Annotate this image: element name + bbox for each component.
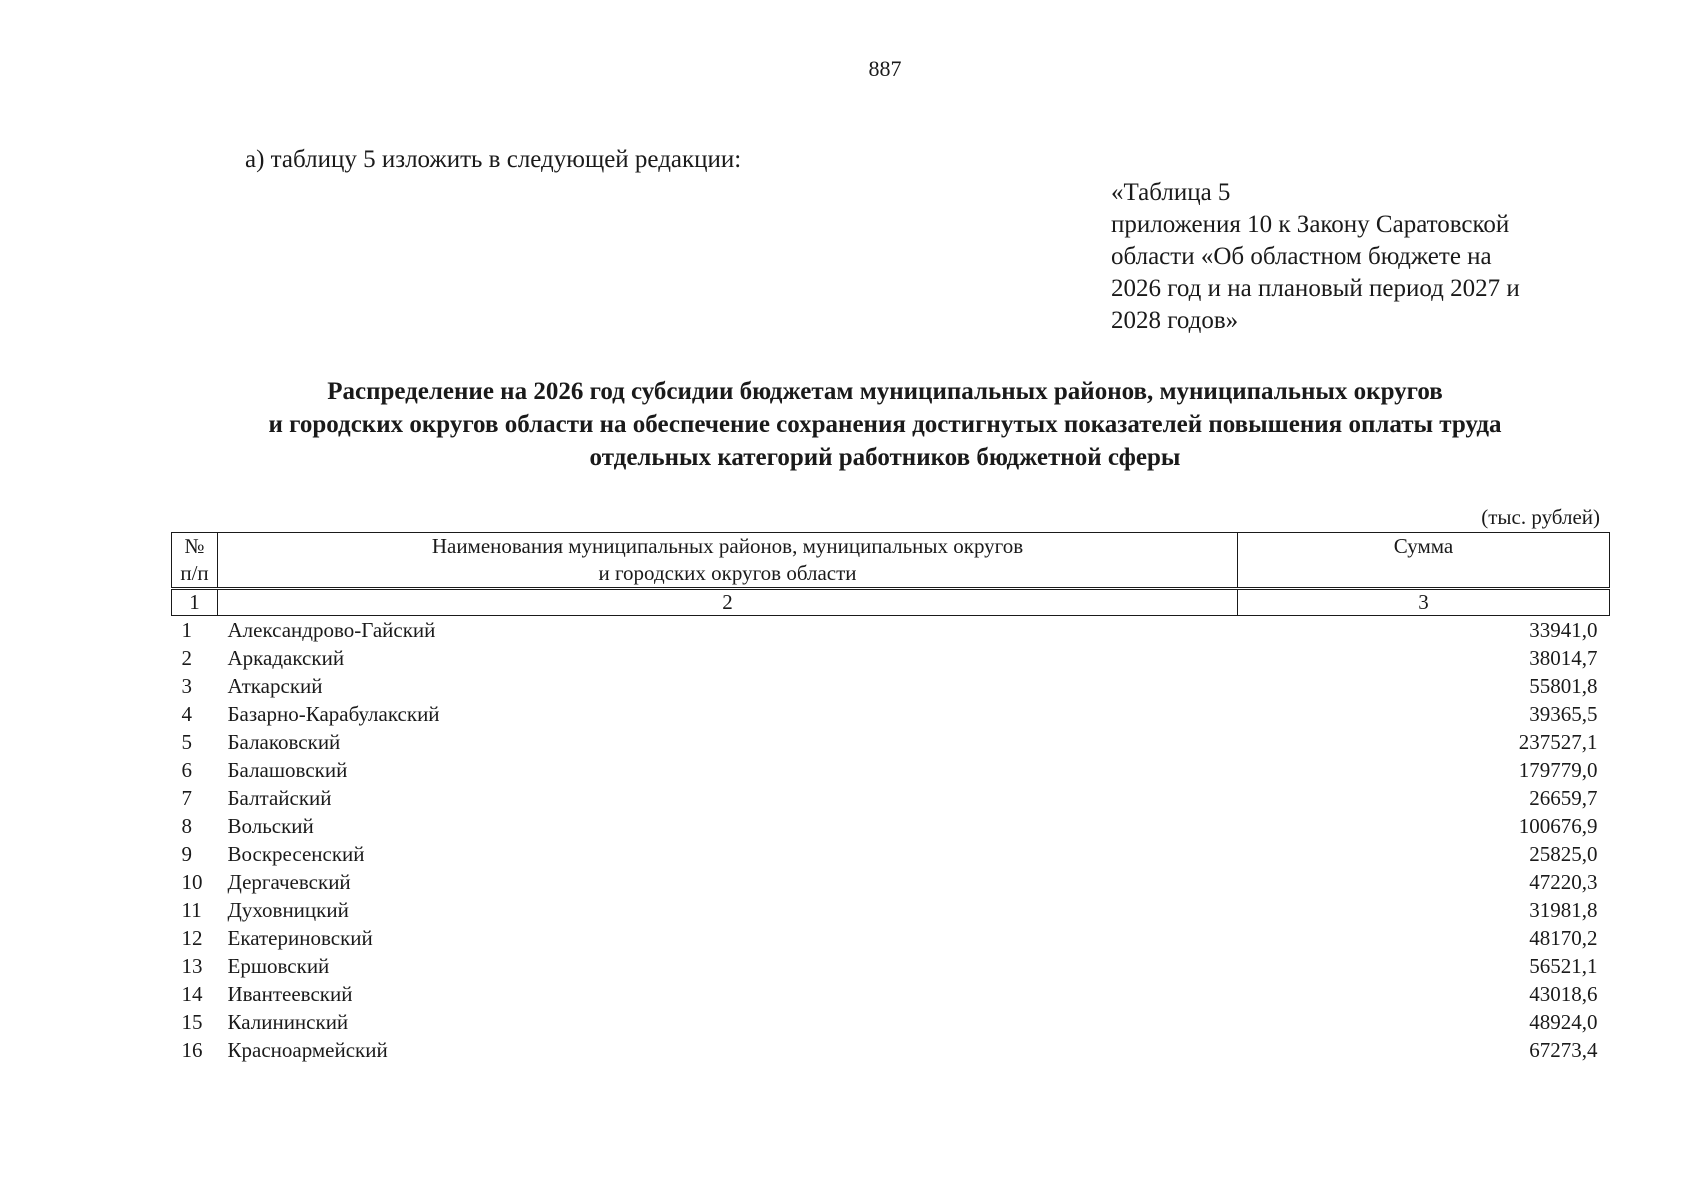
title-line: Распределение на 2026 год субсидии бюджетам муниципальных районов, муниципальных округов bbox=[327, 378, 1443, 405]
row-number: 12 bbox=[181, 926, 203, 950]
title-line: отдельных категорий работников бюджетной сферы bbox=[589, 444, 1181, 471]
document-title bbox=[150, 375, 1620, 474]
subsidy-amount: 26659,7 bbox=[1529, 786, 1598, 810]
table-row bbox=[172, 812, 1610, 840]
municipality-name: Красноармейский bbox=[227, 1038, 388, 1062]
table-row bbox=[172, 644, 1610, 672]
subsidy-amount: 100676,9 bbox=[1518, 814, 1598, 838]
table-row bbox=[172, 868, 1610, 896]
row-number: 7 bbox=[181, 786, 192, 810]
instruction-text: а) таблицу 5 изложить в следующей редакции: bbox=[245, 146, 742, 173]
table-row bbox=[172, 952, 1610, 980]
row-number: 16 bbox=[181, 1038, 203, 1062]
table-row bbox=[172, 924, 1610, 952]
header-number-line2: п/п bbox=[180, 561, 209, 585]
subsidy-amount: 67273,4 bbox=[1529, 1038, 1598, 1062]
municipality-name: Ершовский bbox=[227, 954, 330, 978]
header-name-line1: Наименования муниципальных районов, муниципальных округов bbox=[431, 534, 1024, 558]
caption-line: области «Об областном бюджете на bbox=[1111, 243, 1492, 270]
column-number: 1 bbox=[172, 589, 218, 616]
municipality-name: Ивантеевский bbox=[227, 982, 353, 1006]
municipality-name: Аркадакский bbox=[227, 646, 345, 670]
row-number: 6 bbox=[181, 758, 192, 782]
caption-line: 2026 год и на плановый период 2027 и bbox=[1111, 275, 1520, 302]
page-number: 887 bbox=[868, 56, 902, 81]
row-number: 15 bbox=[181, 1010, 203, 1034]
subsidy-amount: 38014,7 bbox=[1529, 646, 1598, 670]
subsidy-amount: 31981,8 bbox=[1529, 898, 1598, 922]
table-row bbox=[172, 616, 1610, 645]
header-number bbox=[172, 533, 218, 589]
header-name-line2: и городских округов области bbox=[598, 561, 857, 585]
municipality-name: Балаковский bbox=[227, 730, 341, 754]
table-body bbox=[172, 616, 1610, 1065]
municipality-name: Балашовский bbox=[227, 758, 348, 782]
caption-line: 2028 годов» bbox=[1111, 307, 1239, 334]
table-row bbox=[172, 728, 1610, 756]
column-number: 2 bbox=[218, 589, 1238, 616]
row-number: 11 bbox=[181, 898, 202, 922]
subsidy-amount: 48924,0 bbox=[1529, 1010, 1598, 1034]
municipality-name: Балтайский bbox=[227, 786, 332, 810]
municipality-name: Духовницкий bbox=[227, 898, 349, 922]
row-number: 3 bbox=[181, 674, 192, 698]
municipality-name: Калининский bbox=[227, 1010, 349, 1034]
column-number-row bbox=[172, 589, 1610, 616]
municipality-name: Воскресенский bbox=[227, 842, 365, 866]
municipality-name: Аткарский bbox=[227, 674, 323, 698]
row-number: 8 bbox=[181, 814, 192, 838]
row-number: 2 bbox=[181, 646, 192, 670]
table-row bbox=[172, 784, 1610, 812]
municipality-name: Вольский bbox=[227, 814, 314, 838]
caption-line: приложения 10 к Закону Саратовской bbox=[1111, 211, 1510, 238]
subsidy-amount: 25825,0 bbox=[1529, 842, 1598, 866]
header-amount: Сумма bbox=[1238, 533, 1610, 589]
subsidy-amount: 179779,0 bbox=[1518, 758, 1598, 782]
table-row bbox=[172, 672, 1610, 700]
municipality-name: Екатериновский bbox=[227, 926, 373, 950]
subsidy-amount: 48170,2 bbox=[1529, 926, 1598, 950]
table-caption bbox=[1111, 177, 1601, 337]
table-row bbox=[172, 756, 1610, 784]
table-row bbox=[172, 1008, 1610, 1036]
row-number: 5 bbox=[181, 730, 192, 754]
subsidy-amount: 47220,3 bbox=[1529, 870, 1598, 894]
header-number-line1: № bbox=[184, 534, 205, 558]
subsidy-amount: 43018,6 bbox=[1529, 982, 1598, 1006]
column-number: 3 bbox=[1238, 589, 1610, 616]
units-label: (тыс. рублей) bbox=[1481, 505, 1600, 529]
subsidy-table bbox=[171, 532, 1610, 1064]
header-row bbox=[172, 533, 1610, 589]
table-row bbox=[172, 700, 1610, 728]
row-number: 9 bbox=[181, 842, 192, 866]
subsidy-amount: 56521,1 bbox=[1529, 954, 1598, 978]
row-number: 4 bbox=[181, 702, 192, 726]
table-row bbox=[172, 840, 1610, 868]
municipality-name: Дергачевский bbox=[227, 870, 351, 894]
row-number: 14 bbox=[181, 982, 203, 1006]
subsidy-amount: 33941,0 bbox=[1529, 618, 1598, 642]
table-row bbox=[172, 1036, 1610, 1064]
municipality-name: Александрово-Гайский bbox=[227, 618, 436, 642]
table-row bbox=[172, 896, 1610, 924]
subsidy-amount: 39365,5 bbox=[1529, 702, 1598, 726]
municipality-name: Базарно-Карабулакский bbox=[227, 702, 440, 726]
subsidy-amount: 237527,1 bbox=[1518, 730, 1598, 754]
title-line: и городских округов области на обеспечение сохранения достигнутых показателей повышения оплаты труда bbox=[268, 411, 1502, 438]
table-row bbox=[172, 980, 1610, 1008]
table-header bbox=[172, 533, 1610, 616]
subsidy-amount: 55801,8 bbox=[1529, 674, 1598, 698]
row-number: 10 bbox=[181, 870, 203, 894]
caption-line: «Таблица 5 bbox=[1111, 179, 1231, 206]
header-name bbox=[218, 533, 1238, 589]
row-number: 1 bbox=[181, 618, 192, 642]
row-number: 13 bbox=[181, 954, 203, 978]
